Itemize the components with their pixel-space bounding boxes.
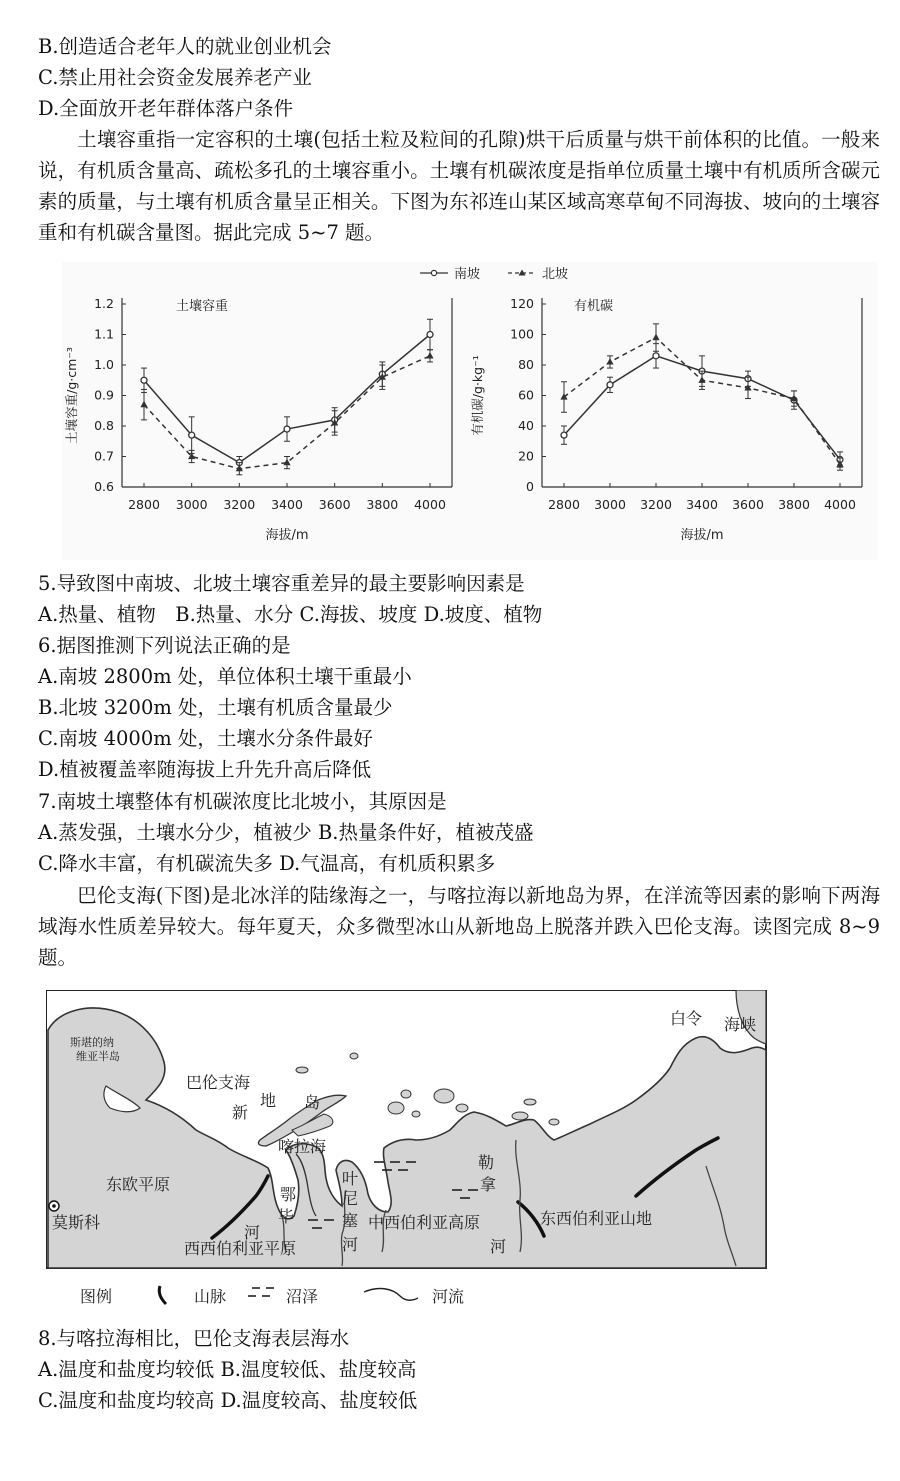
carbon-point-south [653,353,659,359]
label-yenisei-3: 塞 [342,1211,359,1230]
density-ytick-label: 0.8 [94,418,114,433]
density-ytick-label: 1.1 [94,326,114,342]
carbon-y-label: 有机碳/g·kg⁻¹ [470,355,485,436]
carbon-xtick-label: 3400 [686,497,718,512]
option-b-line: B.创造适合老年人的就业创业机会 [38,35,332,58]
carbon-ytick-label: 100 [510,326,534,342]
carbon-ytick-label: 40 [518,418,534,433]
carbon-chart-title: 有机碳 [574,299,614,314]
density-xtick-label: 3600 [318,497,351,512]
label-west-siberian-plain: 西西伯利亚平原 [184,1239,297,1258]
map-legend [80,1286,464,1306]
carbon-xtick-label: 3200 [640,497,672,512]
carbon-xtick-label: 4000 [824,497,856,512]
carbon-ytick-label: 20 [518,448,534,464]
label-yenisei-1: 叶 [342,1169,359,1188]
label-yenisei-2: 尼 [342,1189,359,1208]
carbon-ytick-label: 120 [510,296,534,311]
carbon-xtick-label: 3600 [732,497,764,512]
density-ytick-label: 0.7 [94,448,114,464]
carbon-xtick-label: 3000 [594,497,626,512]
density-xtick-label: 3200 [223,497,256,512]
density-x-label: 海拔/m [265,528,309,543]
passage-soil [38,124,880,248]
q6-option-d: D.植被覆盖率随海拔上升先升高后降低 [38,758,372,781]
density-ytick-label: 1.0 [94,357,114,372]
density-ytick-label: 0.6 [94,479,114,494]
option-c-line: C.禁止用社会资金发展养老产业 [38,66,312,89]
carbon-point-south [561,432,567,438]
carbon-point-south [607,382,613,388]
q7-stem: 7.南坡土壤整体有机碳浓度比北坡小，其原因是 [38,790,447,813]
label-east-siberian-mountains: 东西伯利亚山地 [540,1209,653,1228]
density-ytick-label: 1.2 [94,296,114,311]
label-moscow: 莫斯科 [52,1213,101,1232]
passage-barents [38,880,880,973]
label-barents-sea: 巴伦支海 [186,1073,251,1092]
q8-options-cd: C.温度和盐度均较高 D.温度较高、盐度较低 [38,1389,418,1412]
density-y-label: 土壤容重/g·cm⁻³ [64,347,79,444]
legend-south: 南坡 [454,267,481,282]
label-bering-1: 白令 [670,1009,703,1028]
label-bering-2: 海峡 [724,1015,757,1034]
density-point-south [189,432,195,438]
soil-charts-svg [62,262,877,560]
density-xtick-label: 2800 [128,497,160,512]
soil-charts [62,262,877,560]
carbon-x-label: 海拔/m [680,528,724,543]
q8-options-ab: A.温度和盐度均较低 B.温度较低、盐度较高 [38,1358,417,1381]
density-xtick-label: 3400 [271,497,303,512]
label-east-european-plain: 东欧平原 [106,1175,171,1194]
q8-stem: 8.与喀拉海相比，巴伦支海表层海水 [38,1327,350,1350]
carbon-xtick-label: 3800 [778,497,810,512]
density-ytick-label: 0.9 [94,387,114,403]
barents-map-svg [46,990,768,1310]
label-kara-sea: 喀拉海 [278,1137,327,1156]
q6-option-a: A.南坡 2800m 处，单位体积土壤干重最小 [38,665,412,688]
label-ob-3: 河 [244,1223,261,1242]
label-novaya-3: 岛 [304,1093,321,1112]
q6-option-b: B.北坡 3200m 处，土壤有机质含量最少 [38,696,393,719]
density-xtick-label: 4000 [414,497,446,512]
carbon-ytick-label: 80 [518,357,534,372]
map-legend-mountain: 山脉 [194,1287,227,1306]
carbon-xtick-label: 2800 [548,497,580,512]
density-point-south [427,332,433,338]
map-legend-river: 河流 [432,1287,465,1306]
map-legend-title: 图例 [80,1287,113,1306]
q5-options: A.热量、植物 B.热量、水分 C.海拔、坡度 D.坡度、植物 [38,603,543,626]
density-point-south [141,377,147,383]
label-lena-3: 河 [490,1237,507,1256]
label-scandinavia-2: 维亚半岛 [76,1050,120,1063]
density-xtick-label: 3800 [366,497,399,512]
label-yenisei-4: 河 [342,1235,359,1254]
q7-options-ab: A.蒸发强，土壤水分少，植被少 B.热量条件好，植被茂盛 [38,821,534,844]
label-lena-2: 拿 [480,1175,497,1194]
q7-options-cd: C.降水丰富，有机碳流失多 D.气温高，有机质积累多 [38,852,496,875]
legend-north: 北坡 [542,267,569,282]
label-lena-1: 勒 [478,1153,495,1172]
option-d-line: D.全面放开老年群体落户条件 [38,97,294,120]
density-chart-title: 土壤容重 [176,299,229,314]
map-legend-swamp: 沼泽 [286,1287,319,1306]
passage-barents-text: 巴伦支海(下图)是北冰洋的陆缘海之一，与喀拉海以新地岛为界，在洋流等因素的影响下两海域海水性质差异较大。每年夏天，众多微型冰山从新地岛上脱落并跌入巴伦支海。读图完成 8~9 题。 [38,884,880,969]
q6-option-c: C.南坡 4000m 处，土壤水分条件最好 [38,727,373,750]
label-novaya-2: 地 [260,1091,277,1110]
label-ob-1: 鄂 [280,1185,297,1204]
passage-soil-text: 土壤容重指一定容积的土壤(包括土粒及粒间的孔隙)烘干后质量与烘干前体积的比值。一般来说，有机质含量高、疏松多孔的土壤容重小。土壤有机碳浓度是指单位质量土壤中有机质所含碳元素的质量，与土壤有机质含量呈正相关。下图为东祁连山某区域高寒草甸不同海拔、坡向的土壤容重和有机碳含量图。据此完成 5~7 题。 [38,128,880,244]
carbon-ytick-label: 0 [526,479,534,494]
q5-stem: 5.导致图中南坡、北坡土壤容重差异的最主要影响因素是 [38,572,525,595]
carbon-ytick-label: 60 [518,387,534,403]
label-scandinavia-1: 斯堪的纳 [70,1036,114,1049]
label-ob-2: 毕 [278,1207,295,1226]
q6-stem: 6.据图推测下列说法正确的是 [38,634,291,657]
density-xtick-label: 3000 [175,497,208,512]
label-central-siberian-plateau: 中西伯利亚高原 [368,1213,481,1232]
barents-map [46,990,768,1310]
density-point-south [284,426,290,432]
label-novaya-1: 新 [232,1103,249,1122]
